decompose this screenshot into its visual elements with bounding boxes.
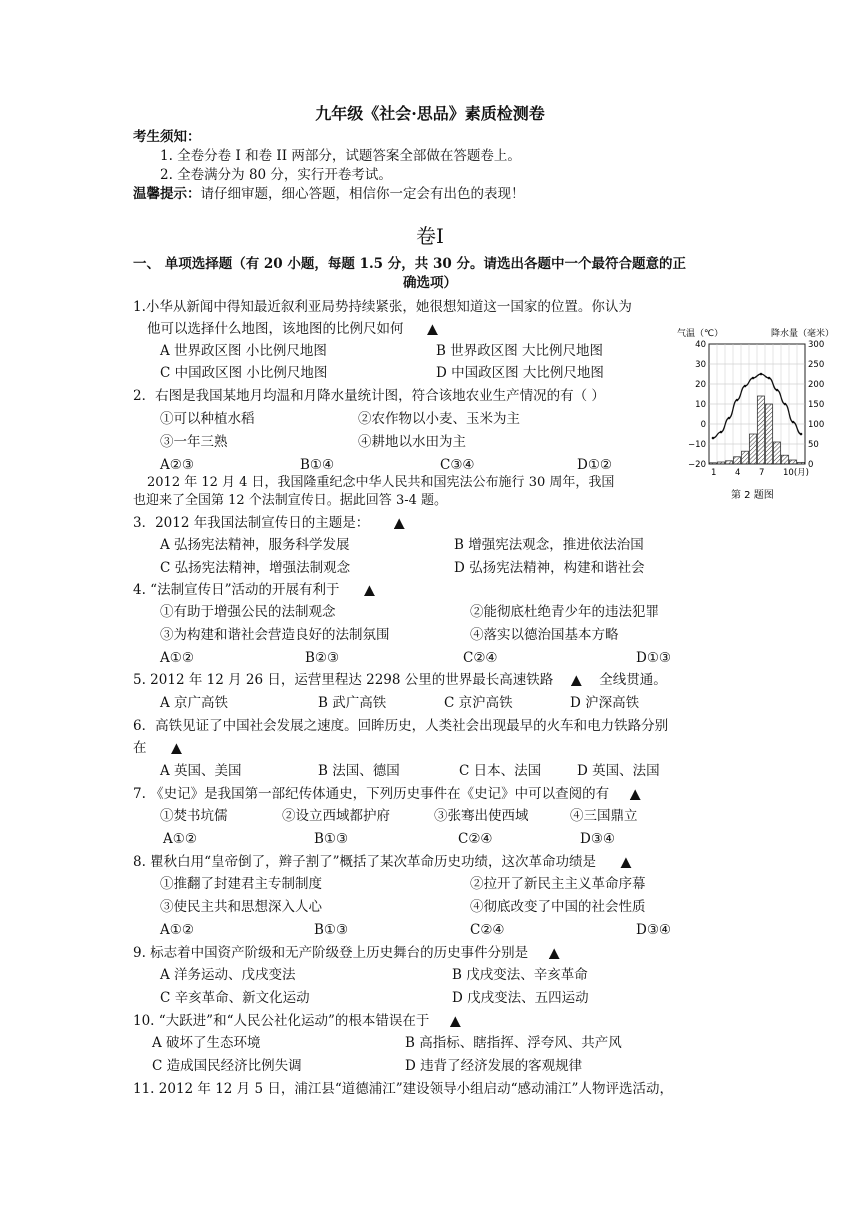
q1-answer-blank: ▲ (427, 321, 438, 337)
q5-answer-blank: ▲ (571, 672, 582, 688)
q8-stem-text: 8. 瞿秋白用“皇帝倒了，辫子割了”概括了某次革命历史功绩，这次革命功绩是 (133, 854, 596, 870)
grid-lines (709, 344, 805, 464)
q2-statement-2: ②农作物以小麦、玉米为主 (358, 411, 520, 427)
notice-item-2: 2. 全卷满分为 80 分，实行开卷考试。 (160, 167, 392, 183)
q5-option-a: A 京广高铁 (160, 695, 229, 711)
q9-option-a: A 洋务运动、戊戌变法 (160, 967, 296, 983)
q3-stem (133, 513, 429, 533)
q7-stem-text: 7. 《史记》是我国第一部纪传体通史，下列历史事件在《史记》中可以查阅的有 (133, 786, 610, 802)
precipitation-bar (766, 404, 773, 464)
q4-stem (133, 580, 399, 600)
month-tick-label: 10(月) (783, 468, 809, 478)
section-heading-1: 一、 单项选择题（有 20 小题，每题 1.5 分，共 30 分。请选出各题中一个最符合题意的正 (133, 256, 686, 272)
q7-answer-blank: ▲ (629, 786, 641, 802)
temperature-point (736, 399, 739, 402)
q8-statement-3: ③使民主共和思想深入人心 (160, 899, 322, 915)
q5-stem (133, 670, 667, 690)
tip-text: 请仔细审题，细心答题，相信你一定会有出色的表现！ (200, 186, 525, 202)
chart-caption: 第 2 题图 (731, 490, 774, 501)
q2-option-a: A②③ (160, 457, 194, 473)
q1-option-d: D 中国政区图 大比例尺地图 (436, 365, 604, 381)
q2-statement-4: ④耕地以水田为主 (358, 434, 466, 450)
q7-option-b: B①③ (314, 831, 349, 847)
q3-answer-blank: ▲ (394, 515, 405, 531)
q6-stem-text: 在 (133, 740, 147, 756)
q10-answer-blank: ▲ (450, 1013, 461, 1029)
q6-option-d: D 英国、法国 (577, 763, 660, 779)
tip-line (133, 184, 525, 204)
q7-statement-3: ③张骞出使西域 (434, 808, 529, 824)
temperature-point (712, 437, 715, 440)
month-tick-label: 7 (759, 468, 765, 478)
q3-option-d: D 弘扬宪法精神，构建和谐社会 (454, 560, 645, 576)
precip-tick-label: 300 (808, 340, 825, 350)
q2-statement-1: ①可以种植水稻 (160, 411, 255, 427)
page-title: 九年级《社会·思品》素质检测卷 (315, 104, 545, 123)
q7-option-a: A①② (163, 831, 197, 847)
precipitation-bar (790, 460, 797, 464)
precipitation-bar (758, 396, 765, 464)
q2-option-b: B①④ (300, 457, 335, 473)
q8-statement-2: ②拉开了新民主主义革命序幕 (470, 876, 646, 892)
precip-tick-label: 200 (808, 380, 825, 390)
notice-label: 考生须知： (133, 129, 201, 145)
temp-tick-label: −20 (688, 460, 706, 470)
section-juan: 卷Ⅰ (416, 224, 444, 248)
q6-stem-1: 6．高铁见证了中国社会发展之速度。回眸历史，人类社会出现最早的火车和电力铁路分别 (133, 718, 669, 734)
precipitation-bar (710, 463, 717, 464)
q11-stem: 11. 2012 年 12 月 5 日，浦江县“道德浦江”建设领导小组启动“感动浦江”人物评选活动， (133, 1081, 673, 1097)
temperature-point (800, 433, 803, 436)
section-heading-2: 确选项） (403, 275, 457, 291)
q3-option-a: A 弘扬宪法精神，服务科学发展 (160, 537, 350, 553)
q7-option-d: D③④ (580, 831, 616, 847)
q6-option-c: C 日本、法国 (459, 763, 542, 779)
q4-statement-4: ④落实以德治国基本方略 (470, 627, 619, 643)
precipitation-bar (718, 462, 725, 464)
q8-option-b: B①③ (314, 922, 349, 938)
q4-option-a: A①② (160, 650, 194, 666)
tip-label: 温馨提示： (133, 186, 201, 202)
q2-statement-3: ③一年三熟 (160, 434, 228, 450)
q1-stem-text: 他可以选择什么地图，该地图的比例尺如何 (147, 321, 404, 337)
q7-statement-4: ④三国鼎立 (570, 808, 638, 824)
precip-tick-label: 0 (808, 460, 814, 470)
q10-stem (133, 1011, 481, 1031)
precipitation-bar (726, 461, 733, 464)
climate-chart (675, 322, 835, 502)
q8-statement-1: ①推翻了封建君主专制制度 (160, 876, 322, 892)
temp-tick-label: 40 (695, 340, 706, 350)
passage-line-1: 2012 年 12 月 4 日，我国隆重纪念中华人民共和国宪法公布施行 30 周年，我国 (147, 475, 615, 490)
q8-stem (133, 852, 656, 872)
notice-item-1: 1. 全卷分卷 I 和卷 II 两部分，试题答案全部做在答题卷上。 (160, 148, 521, 164)
q8-option-d: D③④ (636, 922, 672, 938)
q10-option-c: C 造成国民经济比例失调 (152, 1058, 302, 1074)
q7-option-c: C②④ (458, 831, 493, 847)
temperature-point (768, 377, 771, 380)
temp-tick-label: −10 (688, 440, 706, 450)
q8-option-c: C②④ (470, 922, 505, 938)
q8-option-a: A①② (160, 922, 194, 938)
q5-stem-text: 5. 2012 年 12 月 26 日，运营里程达 2298 公里的世界最长高速铁路 (133, 672, 554, 688)
right-axis-label: 降水量（毫米） (771, 329, 835, 339)
q10-option-d: D 违背了经济发展的客观规律 (405, 1058, 583, 1074)
q3-stem-text: 3．2012 年我国法制宣传日的主题是： (133, 515, 370, 531)
month-tick-label: 1 (711, 468, 717, 478)
precipitation-bar (734, 457, 741, 464)
passage-line-2: 也迎来了全国第 12 个法制宣传日。据此回答 3-4 题。 (133, 493, 448, 508)
precipitation-bar (798, 462, 805, 464)
q7-stem (133, 784, 661, 804)
q4-stem-text: 4. “法制宣传日”活动的开展有利于 (133, 582, 340, 598)
precipitation-bar (782, 455, 789, 464)
left-axis-label: 气温（℃） (677, 329, 724, 339)
q4-statement-3: ③为构建和谐社会营造良好的法制氛围 (160, 627, 390, 643)
precip-tick-label: 50 (808, 440, 819, 450)
q9-answer-blank: ▲ (548, 945, 560, 961)
precipitation-bar (774, 442, 781, 464)
q2-option-c: C③④ (440, 457, 475, 473)
q9-stem (133, 943, 580, 963)
temperature-point (728, 417, 731, 420)
q7-statement-2: ②设立西域都护府 (282, 808, 390, 824)
temp-tick-label: 20 (695, 380, 706, 390)
q9-option-d: D 戊戌变法、五四运动 (452, 990, 589, 1006)
temperature-point (784, 403, 787, 406)
q2-stem: 2．右图是我国某地月均温和月降水量统计图，符合该地农业生产情况的有（ ） (133, 388, 605, 404)
q8-statement-4: ④彻底改变了中国的社会性质 (470, 899, 646, 915)
q1-option-b: B 世界政区图 大比例尺地图 (436, 343, 604, 359)
precip-tick-label: 100 (808, 420, 825, 430)
temp-tick-label: 10 (695, 400, 706, 410)
q4-option-d: D①③ (636, 650, 672, 666)
precipitation-bar (742, 451, 749, 464)
q1-stem-1: 1.小华从新闻中得知最近叙利亚局势持续紧张，她很想知道这一国家的位置。你认为 (133, 299, 632, 315)
q6-stem-2 (133, 738, 207, 758)
q9-option-c: C 辛亥革命、新文化运动 (160, 990, 310, 1006)
q5-option-b: B 武广高铁 (318, 695, 387, 711)
precip-tick-label: 150 (808, 400, 825, 410)
temperature-point (744, 385, 747, 388)
q9-stem-text: 9. 标志着中国资产阶级和无产阶级登上历史舞台的历史事件分别是 (133, 945, 529, 961)
q3-option-b: B 增强宪法观念，推进依法治国 (454, 537, 644, 553)
q2-option-d: D①② (577, 457, 613, 473)
q4-option-c: C②④ (463, 650, 498, 666)
q3-option-c: C 弘扬宪法精神，增强法制观念 (160, 560, 351, 576)
q5-stem-end: 全线贯通。 (599, 672, 667, 688)
temperature-point (752, 377, 755, 380)
q1-option-a: A 世界政区图 小比例尺地图 (160, 343, 327, 359)
q10-option-b: B 高指标、瞎指挥、浮夸风、共产风 (405, 1035, 622, 1051)
q1-option-c: C 中国政区图 小比例尺地图 (160, 365, 328, 381)
temperature-point (760, 373, 763, 376)
q5-option-d: D 沪深高铁 (570, 695, 640, 711)
temp-tick-label: 0 (700, 420, 706, 430)
q4-option-b: B②③ (305, 650, 340, 666)
q8-answer-blank: ▲ (620, 854, 632, 870)
precip-tick-label: 250 (808, 360, 825, 370)
q4-statement-1: ①有助于增强公民的法制观念 (160, 604, 336, 620)
q6-option-a: A 英国、美国 (160, 763, 242, 779)
q6-answer-blank: ▲ (171, 740, 182, 756)
month-tick-label: 4 (735, 468, 741, 478)
q1-stem-2 (147, 319, 462, 339)
q4-statement-2: ②能彻底杜绝青少年的违法犯罪 (470, 604, 659, 620)
q9-option-b: B 戊戌变法、辛亥革命 (452, 967, 588, 983)
q10-stem-text: 10. “大跃进”和“人民公社化运动”的根本错误在于 (133, 1013, 430, 1029)
q4-answer-blank: ▲ (364, 582, 375, 598)
q6-option-b: B 法国、德国 (318, 763, 400, 779)
temperature-point (720, 431, 723, 434)
q5-option-c: C 京沪高铁 (444, 695, 513, 711)
temperature-point (792, 421, 795, 424)
q10-option-a: A 破坏了生态环境 (152, 1035, 261, 1051)
q7-statement-1: ①焚书坑儒 (160, 808, 228, 824)
temp-tick-label: 30 (695, 360, 706, 370)
temperature-point (776, 389, 779, 392)
precipitation-bar (750, 434, 757, 464)
